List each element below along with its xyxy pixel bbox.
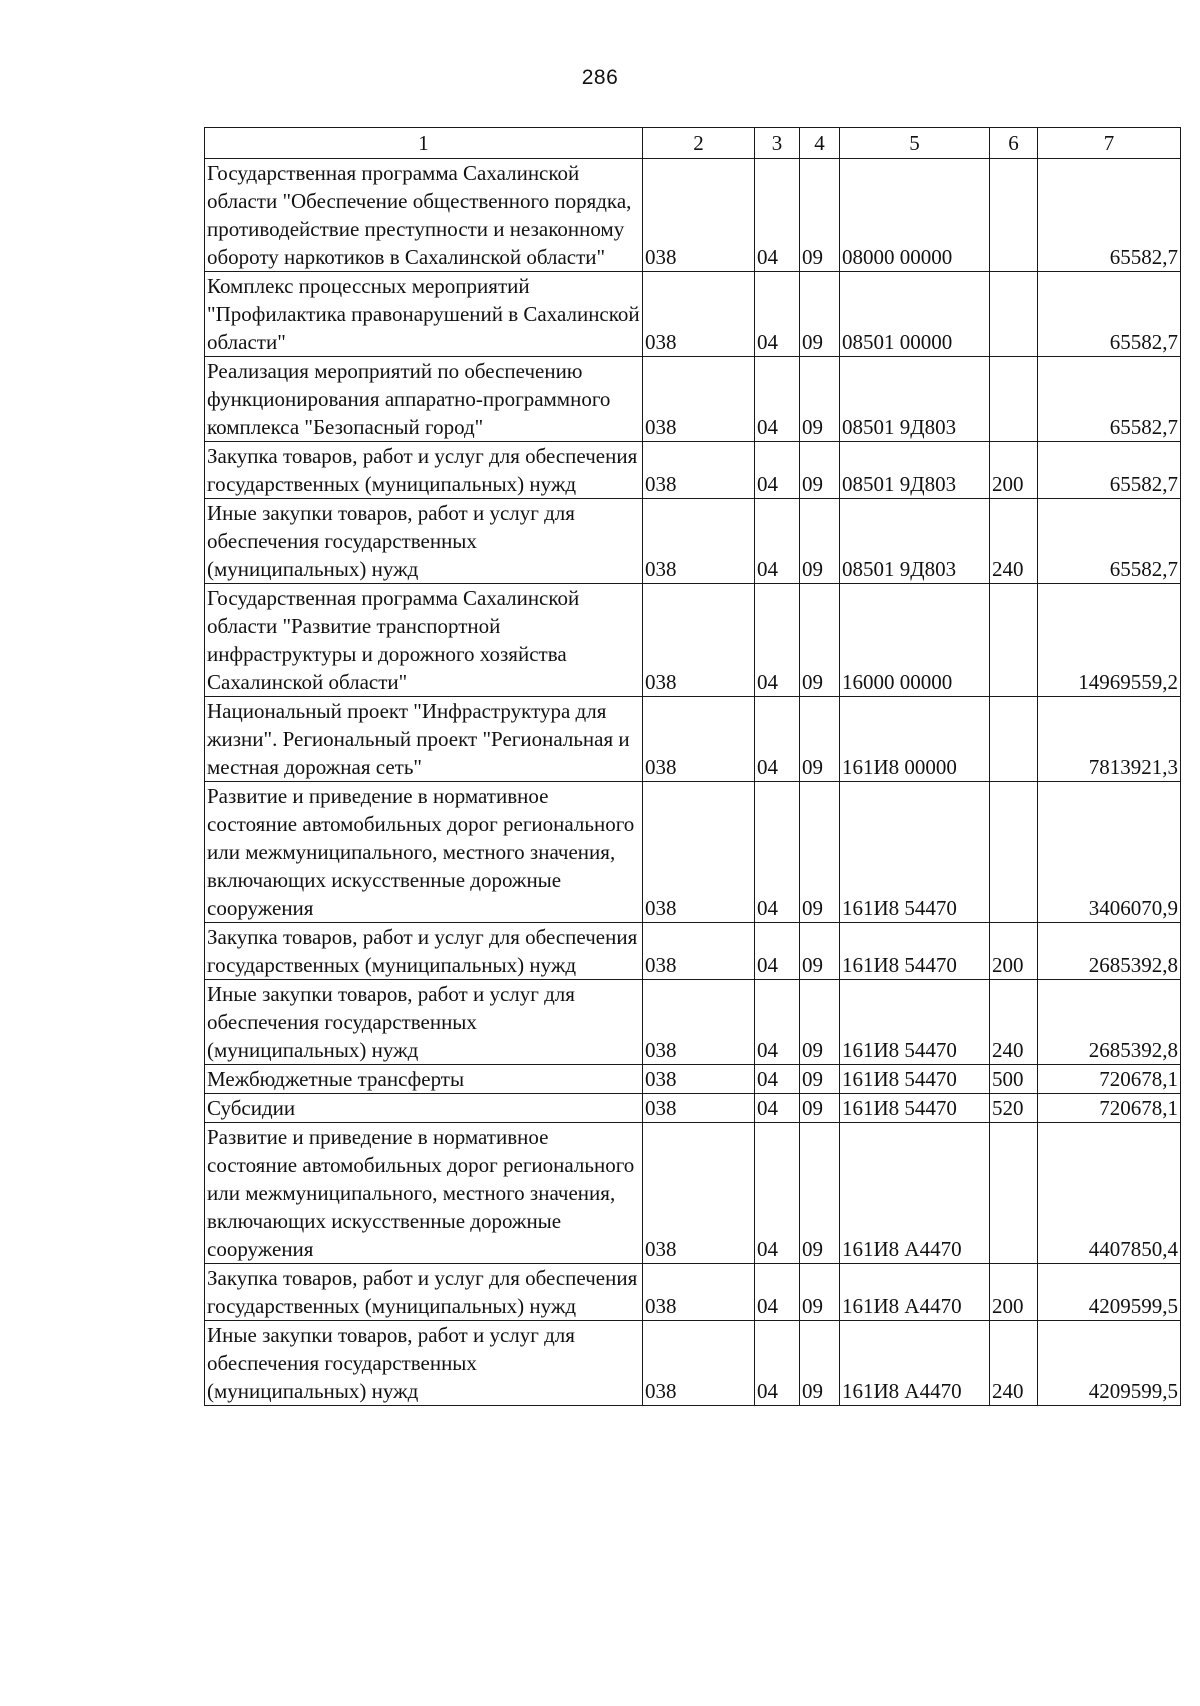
section-code: 04 <box>755 923 800 980</box>
row-name: Закупка товаров, работ и услуг для обеспечения государственных (муниципальных) нужд <box>205 923 643 980</box>
amount: 65582,7 <box>1038 159 1181 272</box>
row-name: Субсидии <box>205 1094 643 1123</box>
subsection-code: 09 <box>800 1065 840 1094</box>
amount: 4209599,5 <box>1038 1264 1181 1321</box>
section-code: 04 <box>755 159 800 272</box>
section-code: 04 <box>755 782 800 923</box>
expense-type-code <box>990 697 1038 782</box>
target-article-code: 08501 9Д803 <box>840 442 990 499</box>
table-row <box>205 584 1181 697</box>
admin-code: 038 <box>643 697 755 782</box>
expense-type-code <box>990 584 1038 697</box>
target-article-code: 08501 9Д803 <box>840 357 990 442</box>
subsection-code: 09 <box>800 499 840 584</box>
admin-code: 038 <box>643 1094 755 1123</box>
column-header: 2 <box>643 128 755 159</box>
row-name: Иные закупки товаров, работ и услуг для обеспечения государственных (муниципальных) нужд <box>205 980 643 1065</box>
section-code: 04 <box>755 1065 800 1094</box>
page-number: 286 <box>581 66 619 89</box>
section-code: 04 <box>755 1321 800 1406</box>
section-code: 04 <box>755 584 800 697</box>
column-header: 7 <box>1038 128 1181 159</box>
table-row <box>205 499 1181 584</box>
table-row <box>205 1321 1181 1406</box>
section-code: 04 <box>755 1264 800 1321</box>
subsection-code: 09 <box>800 584 840 697</box>
subsection-code: 09 <box>800 1264 840 1321</box>
row-name: Национальный проект "Инфраструктура для жизни". Региональный проект "Региональная и местная дорожная сеть" <box>205 697 643 782</box>
expense-type-code <box>990 782 1038 923</box>
subsection-code: 09 <box>800 442 840 499</box>
column-header: 6 <box>990 128 1038 159</box>
amount: 14969559,2 <box>1038 584 1181 697</box>
subsection-code: 09 <box>800 1094 840 1123</box>
amount: 65582,7 <box>1038 272 1181 357</box>
admin-code: 038 <box>643 980 755 1065</box>
amount: 720678,1 <box>1038 1094 1181 1123</box>
subsection-code: 09 <box>800 159 840 272</box>
column-header: 5 <box>840 128 990 159</box>
admin-code: 038 <box>643 357 755 442</box>
section-code: 04 <box>755 1094 800 1123</box>
section-code: 04 <box>755 980 800 1065</box>
amount: 4209599,5 <box>1038 1321 1181 1406</box>
table-row <box>205 1065 1181 1094</box>
admin-code: 038 <box>643 272 755 357</box>
row-name: Развитие и приведение в нормативное состояние автомобильных дорог регионального или межмуниципального, местного значения, включающих искусственные дорожные сооружения <box>205 782 643 923</box>
target-article-code: 161И8 54470 <box>840 923 990 980</box>
expense-type-code: 240 <box>990 980 1038 1065</box>
row-name: Закупка товаров, работ и услуг для обеспечения государственных (муниципальных) нужд <box>205 442 643 499</box>
target-article-code: 161И8 00000 <box>840 697 990 782</box>
admin-code: 038 <box>643 782 755 923</box>
target-article-code: 161И8 54470 <box>840 1094 990 1123</box>
expense-type-code <box>990 272 1038 357</box>
section-code: 04 <box>755 499 800 584</box>
subsection-code: 09 <box>800 923 840 980</box>
table-row <box>205 442 1181 499</box>
row-name: Реализация мероприятий по обеспечению функционирования аппаратно-программного комплекса "Безопасный город" <box>205 357 643 442</box>
admin-code: 038 <box>643 1321 755 1406</box>
target-article-code: 08501 00000 <box>840 272 990 357</box>
table-row <box>205 1264 1181 1321</box>
header-row <box>205 128 1181 159</box>
table-row <box>205 980 1181 1065</box>
table-row <box>205 159 1181 272</box>
expense-type-code: 240 <box>990 1321 1038 1406</box>
target-article-code: 161И8 54470 <box>840 980 990 1065</box>
subsection-code: 09 <box>800 782 840 923</box>
admin-code: 038 <box>643 159 755 272</box>
amount: 2685392,8 <box>1038 980 1181 1065</box>
table-row <box>205 272 1181 357</box>
subsection-code: 09 <box>800 980 840 1065</box>
table-row <box>205 923 1181 980</box>
amount: 65582,7 <box>1038 442 1181 499</box>
expense-type-code: 200 <box>990 442 1038 499</box>
amount: 65582,7 <box>1038 357 1181 442</box>
row-name: Закупка товаров, работ и услуг для обеспечения государственных (муниципальных) нужд <box>205 1264 643 1321</box>
expense-type-code: 200 <box>990 1264 1038 1321</box>
amount: 4407850,4 <box>1038 1123 1181 1264</box>
table-row <box>205 1123 1181 1264</box>
section-code: 04 <box>755 442 800 499</box>
row-name: Развитие и приведение в нормативное состояние автомобильных дорог регионального или межмуниципального, местного значения, включающих искусственные дорожные сооружения <box>205 1123 643 1264</box>
row-name: Государственная программа Сахалинской области "Обеспечение общественного порядка, противодействие преступности и незаконному обороту наркотиков в Сахалинской области" <box>205 159 643 272</box>
table-row <box>205 697 1181 782</box>
expense-type-code: 240 <box>990 499 1038 584</box>
subsection-code: 09 <box>800 272 840 357</box>
target-article-code: 08501 9Д803 <box>840 499 990 584</box>
admin-code: 038 <box>643 1065 755 1094</box>
table-row <box>205 782 1181 923</box>
target-article-code: 161И8 А4470 <box>840 1123 990 1264</box>
amount: 7813921,3 <box>1038 697 1181 782</box>
expense-type-code: 200 <box>990 923 1038 980</box>
column-header: 3 <box>755 128 800 159</box>
admin-code: 038 <box>643 923 755 980</box>
amount: 65582,7 <box>1038 499 1181 584</box>
target-article-code: 161И8 А4470 <box>840 1321 990 1406</box>
expense-type-code <box>990 1123 1038 1264</box>
admin-code: 038 <box>643 1123 755 1264</box>
expense-type-code <box>990 159 1038 272</box>
expense-type-code <box>990 357 1038 442</box>
admin-code: 038 <box>643 584 755 697</box>
target-article-code: 16000 00000 <box>840 584 990 697</box>
section-code: 04 <box>755 272 800 357</box>
row-name: Иные закупки товаров, работ и услуг для обеспечения государственных (муниципальных) нужд <box>205 1321 643 1406</box>
row-name: Государственная программа Сахалинской области "Развитие транспортной инфраструктуры и дорожного хозяйства Сахалинской области" <box>205 584 643 697</box>
row-name: Иные закупки товаров, работ и услуг для обеспечения государственных (муниципальных) нужд <box>205 499 643 584</box>
expense-type-code: 500 <box>990 1065 1038 1094</box>
section-code: 04 <box>755 357 800 442</box>
budget-table <box>204 127 1181 1406</box>
admin-code: 038 <box>643 499 755 584</box>
target-article-code: 08000 00000 <box>840 159 990 272</box>
target-article-code: 161И8 54470 <box>840 782 990 923</box>
subsection-code: 09 <box>800 1321 840 1406</box>
target-article-code: 161И8 А4470 <box>840 1264 990 1321</box>
column-header: 4 <box>800 128 840 159</box>
admin-code: 038 <box>643 1264 755 1321</box>
section-code: 04 <box>755 697 800 782</box>
subsection-code: 09 <box>800 1123 840 1264</box>
table-row <box>205 357 1181 442</box>
section-code: 04 <box>755 1123 800 1264</box>
admin-code: 038 <box>643 442 755 499</box>
row-name: Межбюджетные трансферты <box>205 1065 643 1094</box>
amount: 2685392,8 <box>1038 923 1181 980</box>
table-row <box>205 1094 1181 1123</box>
subsection-code: 09 <box>800 357 840 442</box>
target-article-code: 161И8 54470 <box>840 1065 990 1094</box>
column-header: 1 <box>205 128 643 159</box>
amount: 3406070,9 <box>1038 782 1181 923</box>
subsection-code: 09 <box>800 697 840 782</box>
expense-type-code: 520 <box>990 1094 1038 1123</box>
row-name: Комплекс процессных мероприятий "Профилактика правонарушений в Сахалинской области" <box>205 272 643 357</box>
amount: 720678,1 <box>1038 1065 1181 1094</box>
